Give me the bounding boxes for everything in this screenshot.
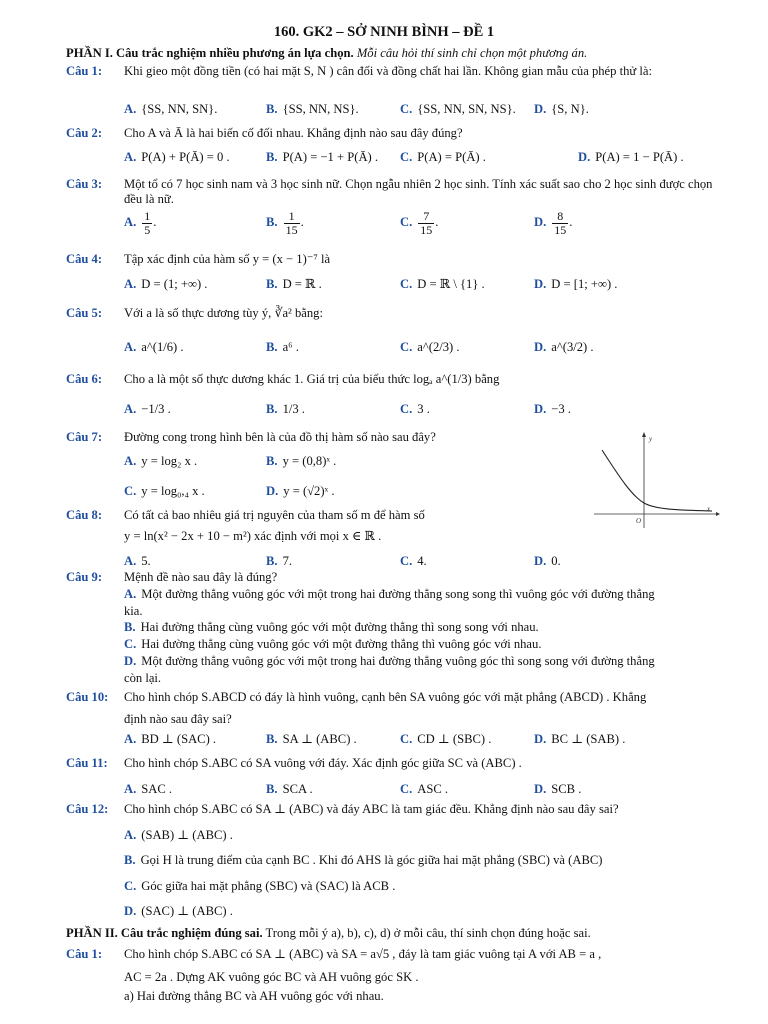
q10-stem: Cho hình chóp S.ABCD có đáy là hình vuông, cạnh bên SA vuông góc với mặt phẳng (ABCD) . Khẳng — [124, 690, 647, 704]
q9-option-c[interactable]: C. Hai đường thẳng cùng vuông góc với một đường thẳng thì vuông góc với nhau. — [124, 637, 542, 651]
q8-label: Câu 8: — [66, 508, 103, 522]
q5-label: Câu 5: — [66, 306, 103, 320]
part1-heading-line — [66, 46, 587, 61]
q3-label: Câu 3: — [66, 177, 103, 191]
q3-option-a[interactable]: A. $\frac{1}{5}$ . — [124, 209, 157, 237]
q8-option-a[interactable]: A. 5. — [124, 554, 151, 568]
part1-heading: PHẦN I. Câu trắc nghiệm nhiều phương án lựa chọn. — [66, 46, 354, 60]
p2-q1-item-a[interactable]: a) Hai đường thẳng BC và AH vuông góc với nhau. — [124, 989, 384, 1003]
q4-option-a[interactable]: A. D = (1; +∞) . — [124, 277, 208, 291]
q6-option-a[interactable]: A. −1/3 . — [124, 402, 171, 416]
q5-stem: Với a là số thực dương tùy ý, ∛a² bằng: — [124, 306, 323, 320]
part2-heading-line — [66, 926, 591, 941]
page-title: 160. GK2 – SỞ NINH BÌNH – ĐỀ 1 — [273, 24, 495, 40]
q10-option-c[interactable]: C. CD ⊥ (SBC) . — [400, 732, 492, 746]
q12-label: Câu 12: — [66, 802, 109, 816]
q2-option-b[interactable]: B. P(A) = −1 + P(Ā) . — [266, 150, 379, 164]
q12-option-a[interactable]: A. (SAB) ⊥ (ABC) . — [124, 828, 233, 842]
q7-option-a[interactable]: A. y = log₂ x . — [124, 454, 198, 468]
q3-stem: Một tổ có 7 học sinh nam và 3 học sinh nữ. Chọn ngẫu nhiên 2 học sinh. Tính xác suất sao cho 2 học sinh được chọn đều là nữ. — [124, 177, 713, 206]
q11-label: Câu 11: — [66, 756, 108, 770]
q10-option-d[interactable]: D. BC ⊥ (SAB) . — [534, 732, 626, 746]
q9-option-b[interactable]: B. Hai đường thẳng cùng vuông góc với một đường thẳng thì song song với nhau. — [124, 620, 539, 634]
q1-option-c[interactable]: C. {SS, NN, SN, NS}. — [400, 102, 516, 116]
p2-q1-stem: Cho hình chóp S.ABC có SA ⊥ (ABC) và SA = a√5 , đáy là tam giác vuông tại A với AB = a , — [124, 947, 602, 961]
q12-option-d[interactable]: D. (SAC) ⊥ (ABC) . — [124, 904, 233, 918]
q1-option-b[interactable]: B. {SS, NN, NS}. — [266, 102, 359, 116]
q7-option-d[interactable]: D. y = (√2)ˣ . — [266, 484, 335, 498]
q1-label: Câu 1: — [66, 64, 103, 78]
q11-option-a[interactable]: A. SAC . — [124, 782, 173, 796]
curve — [602, 450, 712, 511]
q2-option-c[interactable]: C. P(A) = P(Ā) . — [400, 150, 486, 164]
y-label: y — [649, 435, 653, 443]
q7-graph — [592, 430, 722, 530]
q9-stem: Mệnh đề nào sau đây là đúng? — [124, 570, 278, 584]
part2-heading: PHẦN II. Câu trắc nghiệm đúng sai. — [66, 926, 263, 940]
q12-option-b[interactable]: B. Gọi H là trung điểm của cạnh BC . Khi đó AHS là góc giữa hai mặt phẳng (SBC) và (ABC) — [124, 853, 603, 867]
q6-option-d[interactable]: D. −3 . — [534, 402, 571, 416]
q6-label: Câu 6: — [66, 372, 103, 386]
q5-option-d[interactable]: D. a^(3/2) . — [534, 340, 594, 354]
part1-note: Mỗi câu hỏi thí sinh chỉ chọn một phương án. — [356, 46, 588, 60]
origin-label: O — [636, 517, 642, 525]
q1-stem: Khi gieo một đồng tiền (có hai mặt S, N ) cân đối và đồng chất hai lần. Không gian mẫu của phép thử là: — [124, 64, 652, 78]
p2-q1-stem-cont: AC = 2a . Dựng AK vuông góc BC và AH vuông góc SK . — [124, 970, 419, 984]
q8-stem: Có tất cả bao nhiêu giá trị nguyên của tham số m để hàm số — [124, 508, 425, 522]
q4-option-d[interactable]: D. D = [1; +∞) . — [534, 277, 618, 291]
q9-option-a[interactable]: A. Một đường thẳng vuông góc với một trong hai đường thẳng song song thì vuông góc với đường thẳng — [124, 587, 655, 601]
q7-stem: Đường cong trong hình bên là của đồ thị hàm số nào sau đây? — [124, 430, 436, 444]
q7-option-b[interactable]: B. y = (0,8)ˣ . — [266, 454, 337, 468]
q9-option-d[interactable]: D. Một đường thẳng vuông góc với một trong hai đường thẳng vuông góc thì song song với đường thẳng — [124, 654, 655, 668]
y-axis-arrow — [642, 432, 646, 437]
q8-option-c[interactable]: C. 4. — [400, 554, 427, 568]
p2-q1-label: Câu 1: — [66, 947, 103, 961]
q3-option-d[interactable]: D. $\frac{8}{15}$ . — [534, 209, 573, 237]
q3-option-c[interactable]: C. $\frac{7}{15}$ . — [400, 209, 439, 237]
q7-label: Câu 7: — [66, 430, 103, 444]
q10-option-a[interactable]: A. BD ⊥ (SAC) . — [124, 732, 217, 746]
q4-option-c[interactable]: C. D = ℝ \ {1} . — [400, 277, 485, 291]
q8-option-d[interactable]: D. 0. — [534, 554, 561, 568]
q11-option-c[interactable]: C. ASC . — [400, 782, 449, 796]
q3-option-b[interactable]: B. $\frac{1}{15}$ . — [266, 209, 304, 237]
q9-option-d-cont: còn lại. — [124, 671, 162, 685]
q8-stem-formula: y = ln(x² − 2x + 10 − m²) xác định với mọi x ∈ ℝ . — [124, 529, 382, 543]
q9-label: Câu 9: — [66, 570, 103, 584]
q6-option-c[interactable]: C. 3 . — [400, 402, 430, 416]
q9-option-a-cont: kia. — [124, 604, 143, 618]
q10-label: Câu 10: — [66, 690, 109, 704]
q6-stem: Cho a là một số thực dương khác 1. Giá trị của biểu thức logₐ a^(1/3) bằng — [124, 372, 500, 386]
q2-option-a[interactable]: A. P(A) + P(Ā) = 0 . — [124, 150, 230, 164]
q2-label: Câu 2: — [66, 126, 103, 140]
q12-stem: Cho hình chóp S.ABC có SA ⊥ (ABC) và đáy ABC là tam giác đều. Khẳng định nào sau đây sai? — [124, 802, 619, 816]
q2-stem: Cho A và Ā là hai biến cố đối nhau. Khẳng định nào sau đây đúng? — [124, 126, 463, 140]
part2-note: Trong mỗi ý a), b), c), d) ở mỗi câu, thí sinh chọn đúng hoặc sai. — [265, 926, 591, 940]
q11-option-b[interactable]: B. SCA . — [266, 782, 313, 796]
q10-option-b[interactable]: B. SA ⊥ (ABC) . — [266, 732, 357, 746]
q11-stem: Cho hình chóp S.ABC có SA vuông với đáy. Xác định góc giữa SC và (ABC) . — [124, 756, 522, 770]
q5-option-c[interactable]: C. a^(2/3) . — [400, 340, 460, 354]
q1-option-d[interactable]: D. {S, N}. — [534, 102, 589, 116]
q4-label: Câu 4: — [66, 252, 103, 266]
q1-option-a[interactable]: A. {SS, NN, SN}. — [124, 102, 218, 116]
q2-option-d[interactable]: D. P(A) = 1 − P(Ā) . — [578, 150, 684, 164]
x-label: x — [707, 505, 711, 513]
q4-stem: Tập xác định của hàm số y = (x − 1)⁻⁷ là — [124, 252, 331, 266]
q12-option-c[interactable]: C. Góc giữa hai mặt phẳng (SBC) và (SAC) là ACB . — [124, 879, 396, 893]
q5-option-a[interactable]: A. a^(1/6) . — [124, 340, 184, 354]
q4-option-b[interactable]: B. D = ℝ . — [266, 277, 322, 291]
q11-option-d[interactable]: D. SCB . — [534, 782, 582, 796]
q5-option-b[interactable]: B. a⁶ . — [266, 340, 299, 354]
x-axis-arrow — [716, 512, 720, 516]
q8-option-b[interactable]: B. 7. — [266, 554, 293, 568]
q7-option-c[interactable]: C. y = log₀,₄ x . — [124, 484, 205, 498]
q6-option-b[interactable]: B. 1/3 . — [266, 402, 305, 416]
q10-stem-cont: định nào sau đây sai? — [124, 712, 232, 726]
